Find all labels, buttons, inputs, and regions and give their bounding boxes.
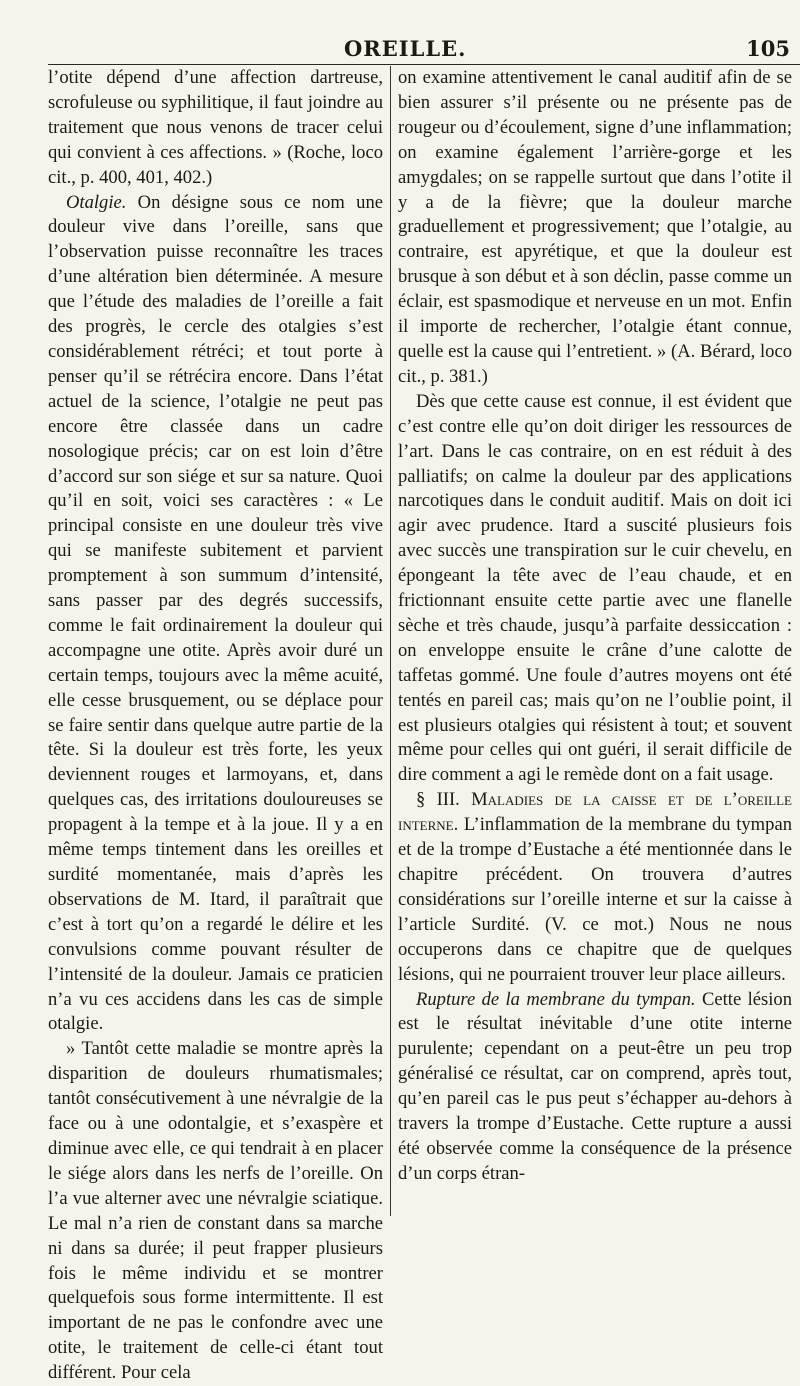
otalgie-text: On désigne sous ce nom une douleur vive dans l’oreille, sans que l’observation puisse reconnaître les traces d’une altération bien déterminée. A mesure que l’étude des maladies de l’oreille a fait des progrès, le cercle des otalgies s’est considérablement rétréci; et tout porte à penser qu’il se rétrécira encore. Dans l’état actuel de la science, l’otalgie ne peut pas encore être classée dans un cadre nosologique précis; car on est loin d’être d’accord sur son siége et sur sa nature. Quoi qu’il en soit, voici ses caractères : « Le principal consiste en une douleur très vive qui se manifeste subitement et parvient promptement à son summum d’intensité, sans passer par des degrés successifs, comme le fait ordinairement la douleur qui accompagne une otite. Après avoir duré un certain temps, toujours avec la même acuité, elle cesse brusquement, ou se déplace pour se faire sentir dans quelque autre partie de la tête. Si la douleur est très forte, les yeux deviennent rouges et larmoyans, et, dans quelques cas, des irritations douloureuses se propagent à la tempe et à la joue. Il y a en même temps tintement dans les oreilles et surdité momentanée, mais d’après les observations de M. Itard, il paraîtrait que c’est à tort qu’on a regardé le délire et les convulsions comme pouvant résulter de l’intensité de la douleur. Jamais ce praticien n’a vu ces accidens dans les cas de simple otalgie. [48, 191, 383, 1035]
header-rule [48, 64, 800, 65]
running-title: OREILLE. [344, 36, 467, 61]
column-divider [390, 66, 391, 1216]
paragraph-section-iii [398, 788, 792, 987]
paragraph-tantot: » Tantôt cette maladie se montre après la disparition de douleurs rhumatismales; tantôt consécutivement à une névralgie de la face ou à une odontalgie, et s’exaspère et diminue avec elle, ce qui tendrait à en placer le siége alors dans les nerfs de l’oreille. On l’a vue alterner avec une névralgie sciatique. Le mal n’a rien de constant dans sa marche ni dans sa durée; il peut frapper plusieurs fois le même individu et se montrer quelquefois sous forme intermittente. Il est important de ne pas le confondre avec une otite, le traitement de celle-ci étant tout différent. Pour cela [48, 1038, 383, 1384]
section-iii-heading: § III. Maladies de la caisse et de l’oreille interne. [398, 789, 792, 836]
right-column [398, 66, 792, 1216]
section-iii-text: L’inflammation de la membrane du tympan et de la trompe d’Eustache a été mentionnée dans le chapitre précédent. On trouvera d’autres considérations sur l’oreille interne et sur la caisse à l’article Surdité. (V. ce mot.) Nous ne nous occuperons dans ce chapitre que de quelques lésions, qui ne pourraient trouver leur place ailleurs. [398, 814, 792, 985]
paragraph-traitement: Dès que cette cause est connue, il est évident que c’est contre elle qu’on doit diriger les ressources de l’art. Dans le cas contraire, on en est réduit à des palliatifs; on calme la douleur par des applications narcotiques dans le conduit auditif. Mais on doit ici agir avec prudence. Itard a suscité plusieurs fois avec succès une transpiration sur le cuir chevelu, en épongeant la tête avec de l’eau chaude, et en frictionnant ensuite cette partie avec une flanelle sèche et très chaude, jusqu’à parfaite dessiccation : on enveloppe ensuite le crâne d’une calotte de taffetas gommé. Une foule d’autres moyens ont été tentés en pareil cas; mais qu’on ne l’oublie point, il est plusieurs otalgies qui résistent à tout; et souvent même pour celles qui ont guéri, il serait difficile de dire comment a agi le remède dont on a fait usage. [398, 390, 792, 786]
paragraph-otalgie [48, 191, 383, 1038]
rupture-text: Cette lésion est le résultat inévitable d’une otite interne purulente; cependant on a peut-être un peu trop généralisé ce résultat, car on comprend, après tout, qu’en pareil cas le pus peut s’échapper au-dehors à travers la trompe d’Eustache. Cette rupture a aussi été observée comme la conséquence de la présence d’un corps étran- [398, 988, 793, 1184]
paragraph-rupture [398, 988, 792, 1187]
term-otalgie: Otalgie. [66, 191, 127, 213]
term-rupture: Rupture de la membrane du tympan. [416, 988, 696, 1010]
left-column [48, 66, 383, 1384]
paragraph-roche-citation: l’otite dépend d’une affection dartreuse, scrofuleuse ou syphilitique, il faut joindre au traitement que nous venons de tracer celui qui convient à ces affections. » (Roche, loco cit., p. 400, 401, 402.) [48, 67, 383, 188]
page-number: 105 [746, 36, 790, 61]
paragraph-examen: on examine attentivement le canal auditif afin de se bien assurer s’il présente ou ne présente pas de rougeur ou d’écoulement, signe d’une inflammation; on examine également l’arrière-gorge et les amygdales; on se rappelle surtout que dans l’otite il y a de la fièvre; que la douleur marche graduellement et progressivement; que l’otalgie, au contraire, est apyrétique, et que la douleur est brusque à son début et à son déclin, passe comme un éclair, est spasmodique et nerveuse en un mot. Enfin il importe de rechercher, l’otalgie étant connue, quelle est la cause qui l’entretient. » (A. Bérard, loco cit., p. 381.) [398, 67, 792, 387]
